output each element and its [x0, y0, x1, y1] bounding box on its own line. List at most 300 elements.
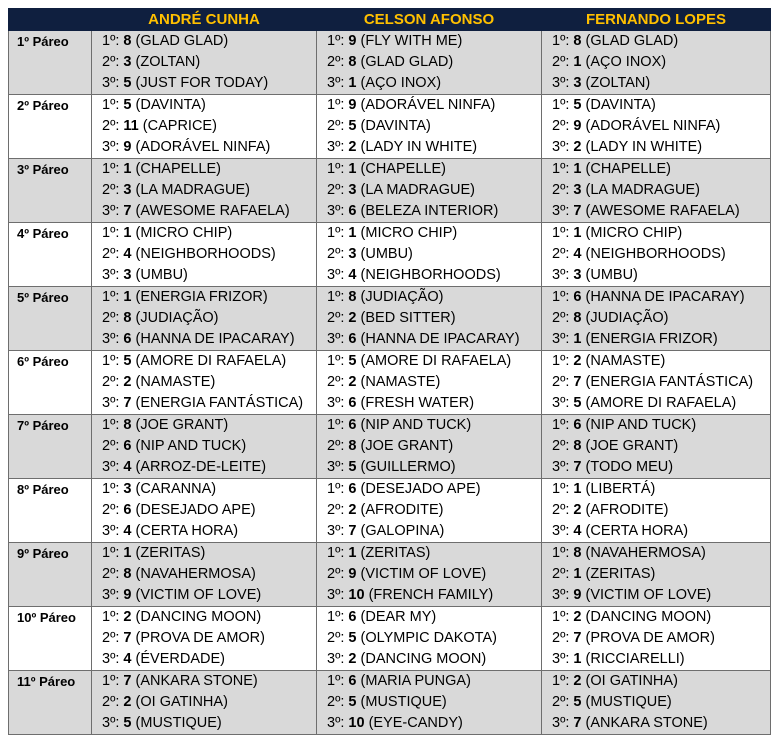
horse-number: 8 [573, 545, 582, 561]
horse-name: (ÉVERDADE) [135, 651, 225, 667]
horse-number: 9 [123, 587, 132, 603]
pick-position: 3º: [327, 587, 345, 603]
horse-name: (AMORE DI RAFAELA) [135, 353, 287, 369]
horse-number: 7 [348, 523, 357, 539]
pick-line [552, 287, 770, 308]
pick-line [552, 308, 770, 329]
pick-position: 2º: [552, 246, 570, 262]
pick-position: 3º: [327, 331, 345, 347]
horse-name: (JOE GRANT) [360, 438, 454, 454]
pick-position: 2º: [327, 630, 345, 646]
pick-line [552, 436, 770, 457]
pick-line [552, 31, 770, 52]
pick-line [102, 543, 316, 564]
pick-line [552, 500, 770, 521]
picks-andre-cunha [92, 31, 317, 95]
horse-number: 1 [573, 566, 582, 582]
picks-fernando-lopes [542, 543, 771, 607]
pick-line [327, 649, 541, 670]
pick-line [102, 457, 316, 478]
horse-name: (CHAPELLE) [135, 161, 221, 177]
pick-line [102, 692, 316, 713]
horse-number: 6 [348, 481, 357, 497]
pick-position: 1º: [102, 225, 120, 241]
pick-position: 3º: [552, 587, 570, 603]
pick-position: 2º: [327, 694, 345, 710]
horse-name: (HANNA DE IPACARAY) [360, 331, 520, 347]
horse-name: (AÇO INOX) [585, 54, 667, 70]
pick-line [102, 137, 316, 158]
picks-celson-afonso [317, 415, 542, 479]
pick-line [102, 351, 316, 372]
horse-name: (DEAR MY) [360, 609, 437, 625]
horse-number: 4 [573, 523, 582, 539]
pick-line [552, 479, 770, 500]
horse-name: (DAVINTA) [360, 118, 431, 134]
picks-celson-afonso [317, 159, 542, 223]
pick-line [327, 137, 541, 158]
horse-number: 2 [348, 374, 357, 390]
horse-name: (GALOPINA) [360, 523, 445, 539]
horse-number: 6 [123, 502, 132, 518]
horse-name: (AMORE DI RAFAELA) [360, 353, 512, 369]
horse-name: (CAPRICE) [142, 118, 217, 134]
horse-number: 1 [123, 545, 132, 561]
pick-line [327, 585, 541, 606]
horse-number: 7 [123, 203, 132, 219]
pick-line [552, 713, 770, 734]
horse-number: 1 [573, 331, 582, 347]
pick-position: 3º: [327, 267, 345, 283]
horse-number: 1 [573, 225, 582, 241]
pick-position: 1º: [102, 33, 120, 49]
horse-name: (UMBU) [585, 267, 638, 283]
picks-andre-cunha [92, 287, 317, 351]
horse-number: 8 [123, 566, 132, 582]
header-celson-afonso: CELSON AFONSO [317, 9, 542, 31]
horse-number: 3 [123, 481, 132, 497]
pick-position: 3º: [552, 203, 570, 219]
horse-name: (JOE GRANT) [135, 417, 229, 433]
pick-line [102, 31, 316, 52]
horse-number: 4 [123, 459, 132, 475]
pick-position: 2º: [327, 310, 345, 326]
pick-line [327, 159, 541, 180]
pick-position: 3º: [102, 139, 120, 155]
pick-line [327, 692, 541, 713]
horse-name: (MICRO CHIP) [360, 225, 458, 241]
horse-name: (NEIGHBORHOODS) [135, 246, 276, 262]
pick-position: 3º: [552, 75, 570, 91]
pick-line [552, 521, 770, 542]
pick-position: 3º: [552, 459, 570, 475]
pick-position: 2º: [552, 566, 570, 582]
pick-position: 1º: [102, 609, 120, 625]
picks-celson-afonso [317, 671, 542, 735]
pick-line [102, 585, 316, 606]
pick-position: 1º: [552, 545, 570, 561]
horse-number: 3 [123, 267, 132, 283]
horse-name: (ENERGIA FRIZOR) [135, 289, 268, 305]
pick-position: 1º: [552, 161, 570, 177]
pick-position: 2º: [102, 502, 120, 518]
race-label: 8º Páreo [9, 479, 92, 543]
pick-position: 2º: [102, 246, 120, 262]
pick-position: 2º: [552, 118, 570, 134]
horse-name: (ANKARA STONE) [585, 715, 708, 731]
picks-fernando-lopes [542, 351, 771, 415]
horse-number: 3 [123, 54, 132, 70]
horse-number: 5 [348, 694, 357, 710]
pick-line [552, 607, 770, 628]
picks-table [8, 8, 771, 735]
horse-number: 6 [123, 331, 132, 347]
horse-number: 10 [348, 715, 365, 731]
horse-name: (DAVINTA) [135, 97, 206, 113]
pick-position: 1º: [552, 289, 570, 305]
picks-fernando-lopes [542, 287, 771, 351]
pick-position: 2º: [327, 566, 345, 582]
pick-line [102, 521, 316, 542]
horse-number: 3 [123, 182, 132, 198]
horse-name: (MUSTIQUE) [360, 694, 447, 710]
horse-name: (CERTA HORA) [585, 523, 689, 539]
header-andre-cunha: ANDRÉ CUNHA [92, 9, 317, 31]
pick-line [327, 287, 541, 308]
race-label: 5º Páreo [9, 287, 92, 351]
picks-fernando-lopes [542, 607, 771, 671]
horse-number: 2 [348, 651, 357, 667]
horse-name: (CHAPELLE) [360, 161, 446, 177]
horse-number: 5 [573, 395, 582, 411]
pick-line [102, 671, 316, 692]
horse-number: 2 [348, 502, 357, 518]
horse-number: 9 [573, 587, 582, 603]
header-fernando-lopes: FERNANDO LOPES [542, 9, 771, 31]
pick-position: 3º: [327, 395, 345, 411]
picks-andre-cunha [92, 415, 317, 479]
pick-line [102, 116, 316, 137]
horse-name: (NAMASTE) [135, 374, 216, 390]
horse-name: (LA MADRAGUE) [360, 182, 475, 198]
horse-name: (OI GATINHA) [585, 673, 678, 689]
horse-number: 1 [348, 161, 357, 177]
pick-line [552, 372, 770, 393]
pick-position: 1º: [102, 161, 120, 177]
race-row [9, 671, 771, 735]
race-label: 9º Páreo [9, 543, 92, 607]
pick-position: 2º: [552, 502, 570, 518]
pick-position: 2º: [327, 54, 345, 70]
pick-position: 2º: [552, 694, 570, 710]
horse-name: (DESEJADO APE) [360, 481, 481, 497]
pick-line [552, 116, 770, 137]
horse-number: 1 [573, 481, 582, 497]
picks-andre-cunha [92, 159, 317, 223]
horse-number: 8 [348, 438, 357, 454]
horse-name: (PROVA DE AMOR) [135, 630, 265, 646]
horse-name: (FRESH WATER) [360, 395, 475, 411]
pick-position: 2º: [102, 566, 120, 582]
horse-name: (LA MADRAGUE) [585, 182, 700, 198]
pick-line [102, 479, 316, 500]
pick-position: 3º: [552, 395, 570, 411]
horse-number: 5 [123, 97, 132, 113]
picks-celson-afonso [317, 607, 542, 671]
horse-number: 4 [573, 246, 582, 262]
picks-fernando-lopes [542, 671, 771, 735]
horse-number: 5 [123, 353, 132, 369]
horse-name: (NEIGHBORHOODS) [360, 267, 501, 283]
pick-line [327, 415, 541, 436]
horse-name: (NIP AND TUCK) [585, 417, 697, 433]
pick-line [102, 393, 316, 414]
pick-position: 1º: [552, 673, 570, 689]
race-label: 6º Páreo [9, 351, 92, 415]
horse-name: (ZERITAS) [135, 545, 206, 561]
horse-name: (ZOLTAN) [585, 75, 651, 91]
pick-line [327, 351, 541, 372]
pick-position: 3º: [552, 267, 570, 283]
pick-position: 3º: [102, 395, 120, 411]
horse-number: 7 [123, 673, 132, 689]
horse-name: (NIP AND TUCK) [135, 438, 247, 454]
horse-number: 9 [348, 566, 357, 582]
pick-position: 3º: [327, 715, 345, 731]
pick-position: 2º: [327, 118, 345, 134]
pick-position: 1º: [327, 33, 345, 49]
pick-position: 3º: [327, 523, 345, 539]
pick-position: 1º: [327, 289, 345, 305]
pick-position: 2º: [327, 246, 345, 262]
horse-number: 5 [348, 459, 357, 475]
horse-name: (AFRODITE) [360, 502, 444, 518]
horse-name: (EYE-CANDY) [368, 715, 463, 731]
pick-line [102, 159, 316, 180]
race-row [9, 223, 771, 287]
pick-line [327, 95, 541, 116]
horse-name: (NAVAHERMOSA) [135, 566, 256, 582]
horse-number: 6 [348, 395, 357, 411]
picks-fernando-lopes [542, 415, 771, 479]
pick-position: 3º: [552, 139, 570, 155]
horse-number: 9 [348, 33, 357, 49]
pick-position: 2º: [327, 438, 345, 454]
pick-line [327, 180, 541, 201]
horse-number: 2 [123, 609, 132, 625]
horse-number: 2 [123, 694, 132, 710]
header-race [9, 9, 92, 31]
pick-line [327, 223, 541, 244]
horse-name: (OLYMPIC DAKOTA) [360, 630, 497, 646]
horse-number: 1 [348, 75, 357, 91]
horse-number: 8 [573, 438, 582, 454]
horse-number: 8 [123, 417, 132, 433]
picks-fernando-lopes [542, 95, 771, 159]
pick-line [102, 180, 316, 201]
picks-body [9, 31, 771, 735]
horse-name: (GLAD GLAD) [585, 33, 679, 49]
pick-line [327, 73, 541, 94]
horse-name: (FLY WITH ME) [360, 33, 463, 49]
horse-number: 8 [348, 54, 357, 70]
pick-position: 1º: [102, 545, 120, 561]
race-label: 4º Páreo [9, 223, 92, 287]
pick-line [102, 95, 316, 116]
horse-name: (TODO MEU) [585, 459, 674, 475]
horse-name: (NIP AND TUCK) [360, 417, 472, 433]
horse-number: 2 [123, 374, 132, 390]
horse-number: 6 [573, 289, 582, 305]
pick-line [552, 265, 770, 286]
horse-number: 7 [573, 203, 582, 219]
pick-line [552, 671, 770, 692]
pick-line [327, 436, 541, 457]
horse-name: (HANNA DE IPACARAY) [135, 331, 295, 347]
picks-celson-afonso [317, 287, 542, 351]
pick-line [552, 543, 770, 564]
race-label: 7º Páreo [9, 415, 92, 479]
pick-line [327, 713, 541, 734]
pick-line [327, 308, 541, 329]
pick-line [102, 201, 316, 222]
horse-number: 8 [348, 289, 357, 305]
pick-position: 1º: [327, 545, 345, 561]
pick-position: 1º: [552, 97, 570, 113]
horse-number: 8 [123, 310, 132, 326]
picks-andre-cunha [92, 479, 317, 543]
pick-position: 3º: [102, 331, 120, 347]
horse-name: (AWESOME RAFAELA) [135, 203, 290, 219]
pick-position: 3º: [102, 75, 120, 91]
pick-line [552, 628, 770, 649]
pick-position: 3º: [552, 331, 570, 347]
pick-line [327, 265, 541, 286]
race-row [9, 479, 771, 543]
pick-position: 1º: [102, 481, 120, 497]
pick-line [102, 287, 316, 308]
picks-fernando-lopes [542, 159, 771, 223]
horse-name: (ENERGIA FANTÁSTICA) [135, 395, 304, 411]
horse-name: (ZERITAS) [360, 545, 431, 561]
horse-name: (NEIGHBORHOODS) [585, 246, 726, 262]
pick-line [102, 564, 316, 585]
horse-name: (CARANNA) [135, 481, 217, 497]
pick-position: 1º: [552, 353, 570, 369]
pick-line [327, 329, 541, 350]
pick-position: 2º: [552, 54, 570, 70]
horse-name: (AMORE DI RAFAELA) [585, 395, 737, 411]
horse-name: (ENERGIA FANTÁSTICA) [585, 374, 754, 390]
horse-number: 5 [348, 118, 357, 134]
pick-position: 1º: [327, 609, 345, 625]
pick-line [327, 671, 541, 692]
horse-number: 1 [573, 161, 582, 177]
horse-name: (AWESOME RAFAELA) [585, 203, 740, 219]
pick-position: 1º: [552, 417, 570, 433]
horse-name: (MUSTIQUE) [585, 694, 672, 710]
race-row [9, 95, 771, 159]
pick-line [327, 372, 541, 393]
pick-position: 3º: [102, 587, 120, 603]
race-row [9, 159, 771, 223]
header-row [9, 9, 771, 31]
horse-name: (JOE GRANT) [585, 438, 679, 454]
pick-line [552, 52, 770, 73]
horse-name: (DAVINTA) [585, 97, 656, 113]
pick-line [327, 628, 541, 649]
horse-name: (MARIA PUNGA) [360, 673, 471, 689]
horse-number: 2 [573, 502, 582, 518]
pick-line [552, 137, 770, 158]
horse-name: (ADORÁVEL NINFA) [585, 118, 721, 134]
pick-position: 1º: [327, 97, 345, 113]
pick-position: 3º: [102, 651, 120, 667]
horse-number: 5 [123, 75, 132, 91]
horse-number: 3 [573, 75, 582, 91]
pick-line [102, 372, 316, 393]
pick-line [552, 180, 770, 201]
pick-position: 2º: [552, 310, 570, 326]
horse-number: 7 [123, 630, 132, 646]
horse-number: 2 [573, 139, 582, 155]
pick-position: 3º: [327, 651, 345, 667]
horse-number: 6 [573, 417, 582, 433]
horse-name: (JUDIAÇÃO) [360, 289, 444, 305]
horse-name: (LADY IN WHITE) [360, 139, 478, 155]
horse-name: (JUDIAÇÃO) [585, 310, 669, 326]
horse-name: (PROVA DE AMOR) [585, 630, 715, 646]
picks-andre-cunha [92, 543, 317, 607]
picks-celson-afonso [317, 223, 542, 287]
horse-name: (MUSTIQUE) [135, 715, 222, 731]
race-row [9, 415, 771, 479]
horse-number: 4 [123, 246, 132, 262]
horse-number: 1 [123, 225, 132, 241]
pick-position: 1º: [102, 353, 120, 369]
pick-position: 2º: [327, 374, 345, 390]
horse-name: (BELEZA INTERIOR) [360, 203, 499, 219]
horse-number: 1 [573, 651, 582, 667]
pick-position: 2º: [552, 182, 570, 198]
horse-number: 7 [573, 374, 582, 390]
horse-name: (NAMASTE) [360, 374, 441, 390]
pick-position: 2º: [552, 438, 570, 454]
horse-number: 6 [348, 331, 357, 347]
picks-andre-cunha [92, 95, 317, 159]
pick-line [552, 585, 770, 606]
horse-number: 2 [348, 139, 357, 155]
pick-position: 2º: [102, 182, 120, 198]
picks-andre-cunha [92, 351, 317, 415]
pick-position: 2º: [102, 118, 120, 134]
horse-name: (JUDIAÇÃO) [135, 310, 219, 326]
horse-number: 9 [348, 97, 357, 113]
picks-celson-afonso [317, 543, 542, 607]
horse-number: 7 [573, 459, 582, 475]
horse-number: 2 [573, 673, 582, 689]
pick-position: 3º: [102, 715, 120, 731]
horse-number: 1 [348, 225, 357, 241]
horse-number: 3 [348, 246, 357, 262]
race-label: 3º Páreo [9, 159, 92, 223]
horse-name: (DESEJADO APE) [135, 502, 256, 518]
horse-name: (BED SITTER) [360, 310, 456, 326]
horse-name: (VICTIM OF LOVE) [360, 566, 487, 582]
pick-position: 1º: [552, 481, 570, 497]
race-row [9, 351, 771, 415]
pick-position: 2º: [552, 374, 570, 390]
